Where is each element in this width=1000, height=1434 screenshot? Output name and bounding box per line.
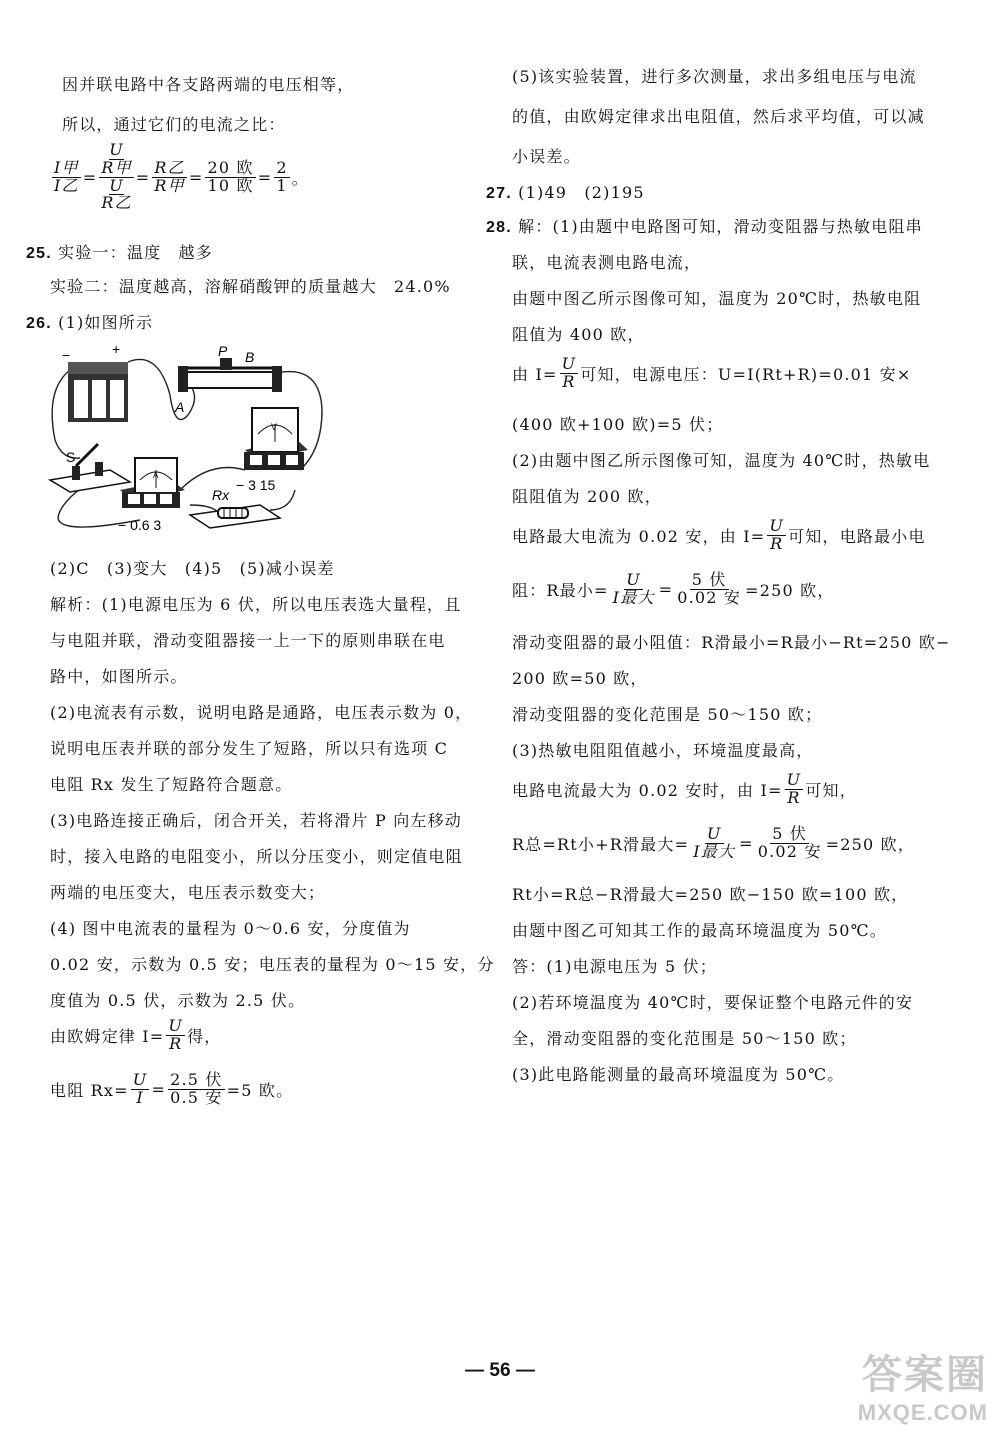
battery-plus-label: + xyxy=(112,341,121,357)
question-26: 26. (1)如图所示 xyxy=(26,313,154,332)
text-line: 的值，由欧姆定律求出电阻值，然后求平均值，可以减 xyxy=(512,107,925,126)
circuit-diagram xyxy=(40,340,340,545)
text-line: 滑动变阻器的最小阻值：R滑最小=R最小−Rt=250 欧− xyxy=(512,633,951,652)
text-line: 度值为 0.5 伏，示数为 2.5 伏。 xyxy=(50,991,306,1010)
text-line: 因并联电路中各支路两端的电压相等， xyxy=(62,75,355,94)
battery-minus-label: − xyxy=(62,347,71,363)
text-line: (2)电流表有示数，说明电路是通路，电压表示数为 0， xyxy=(50,703,473,722)
question-27: 27. (1)49 (2)195 xyxy=(486,183,645,202)
text-line: 联，电流表测电路电流， xyxy=(512,253,702,272)
text-line: 由题中图乙可知其工作的最高环境温度为 50℃。 xyxy=(512,921,887,940)
compound-fraction: U R甲 U R乙 xyxy=(101,140,132,213)
slider-p-label: P xyxy=(218,343,228,359)
text-line: 实验二：温度越高，溶解硝酸钾的质量越大 24.0% xyxy=(50,277,451,296)
fraction-ohm: $\frac{\text{20 欧}}{\text{10 欧}}$ xyxy=(207,157,254,195)
watermark-url: MXQE.COM xyxy=(857,1400,988,1425)
text-line: 所以，通过它们的电流之比： xyxy=(62,115,286,134)
text-line: 时，接入电路的电阻变小，所以分压变小，则定值电阻 xyxy=(50,847,463,866)
text-line: 解析：(1)电源电压为 6 伏，所以电压表选大量程，且 xyxy=(50,595,462,614)
ratio-equation: $\frac{\text{I甲}}{\text{I乙}}$ = U R甲 U R乙 = $\frac{\text{R乙}}{\text{R甲}}$ = $\frac{\text{20 欧}}{\text{10 欧}}$ = $\frac{2}{1}$ 。 xyxy=(54,140,309,213)
question-25: 25. 实验一：温度 越多 xyxy=(26,243,213,262)
battery-icon xyxy=(68,362,128,422)
text-line: (2)若环境温度为 40℃时，要保证整个电路元件的安 xyxy=(512,993,914,1012)
resistor-icon xyxy=(190,505,280,528)
resistance-line: 电阻 Rx= $\frac{U}{I}$ = $\frac{\text{2.5 伏}}{\text{0.5 安}}$ =5 欧。 xyxy=(50,1070,294,1107)
formula-line: 阻：R最小= $\frac{U}{\text{I最大}}$ = $\frac{\text{5 伏}}{\text{0.02 安}}$ =250 欧， xyxy=(512,570,835,607)
formula-line: 电路电流最大为 0.02 安时，由 I= $\frac{U}{R}$ 可知， xyxy=(512,770,857,807)
formula-line: 电路最大电流为 0.02 安，由 I= $\frac{U}{R}$ 可知，电路最小电 xyxy=(512,516,926,553)
ammeter-a-label: A xyxy=(153,471,159,480)
text-line: 滑动变阻器的变化范围是 50～150 欧； xyxy=(512,705,823,724)
question-number: 28. xyxy=(486,219,512,236)
terminal-b-label: B xyxy=(245,349,255,365)
fraction-r: $\frac{\text{R乙}}{\text{R甲}}$ xyxy=(154,157,185,195)
fraction-result: $\frac{2}{1}$ xyxy=(276,157,288,195)
question-number: 27. xyxy=(486,185,512,202)
voltmeter-icon xyxy=(244,408,308,470)
rheostat-icon xyxy=(178,358,282,392)
text-line: 全，滑动变阻器的变化范围是 50～150 欧； xyxy=(512,1029,857,1048)
question-28: 28. 解：(1)由题中电路图可知，滑动变阻器与热敏电阻串 xyxy=(486,217,923,236)
text-line: 由题中图乙所示图像可知，温度为 20℃时，热敏电阻 xyxy=(512,289,922,308)
voltmeter-v-label: V xyxy=(271,422,278,432)
text-line: (4) 图中电流表的量程为 0～0.6 安，分度值为 xyxy=(50,919,411,938)
text-line: 0.02 安，示数为 0.5 安；电压表的量程为 0～15 安，分 xyxy=(50,955,495,974)
text-line: (400 欧+100 欧)=5 伏； xyxy=(512,415,724,434)
text-line: (5)该实验装置，进行多次测量，求出多组电压与电流 xyxy=(512,67,917,86)
text-line: Rt小=R总−R滑最大=250 欧−150 欧=100 欧， xyxy=(512,885,909,904)
formula-line: R总=Rt小+R滑最大= $\frac{U}{\text{I最大}}$ = $\frac{\text{5 伏}}{\text{0.02 安}}$ =250 欧， xyxy=(512,824,916,861)
question-number: 26. xyxy=(26,315,52,332)
terminal-a-label: A xyxy=(175,399,185,415)
text-line: 小误差。 xyxy=(512,147,581,166)
page-number: — 56 — xyxy=(465,1360,535,1381)
ammeter-scale-label: − 0.6 3 xyxy=(118,517,162,533)
text-line: 电阻 Rx 发生了短路符合题意。 xyxy=(50,775,293,794)
text-line: 与电阻并联，滑动变阻器接一上一下的原则串联在电 xyxy=(50,631,446,650)
text-line: 200 欧=50 欧， xyxy=(512,669,648,688)
watermark-logo xyxy=(858,1343,988,1426)
watermark-title: 答案圈 xyxy=(862,1353,988,1397)
text-line: (3)电路连接正确后，闭合开关，若将滑片 P 向左移动 xyxy=(50,811,463,830)
text-line: 说明电压表并联的部分发生了短路，所以只有选项 C xyxy=(50,739,449,758)
formula-line: 由 I= $\frac{U}{R}$ 可知，电源电压：U=I(Rt+R)=0.01 安× xyxy=(512,354,912,391)
text-line: 答：(1)电源电压为 5 伏； xyxy=(512,957,718,976)
switch-s-label: S xyxy=(66,449,76,465)
question-number: 25. xyxy=(26,245,52,262)
text-line: (2)由题中图乙所示图像可知，温度为 40℃时，热敏电 xyxy=(512,451,931,470)
text-line: 路中，如图所示。 xyxy=(50,667,188,686)
resistor-rx-label: Rx xyxy=(212,487,230,503)
ohm-law-line: 由欧姆定律 I= $\frac{U}{R}$ 得， xyxy=(50,1016,222,1053)
text-line: (3)热敏电阻阻值越小，环境温度最高， xyxy=(512,741,814,760)
text-line: 阻值为 400 欧， xyxy=(512,325,645,344)
text-line: (2)C (3)变大 (4)5 (5)减小误差 xyxy=(50,559,335,578)
text-line: (3)此电路能测量的最高环境温度为 50℃。 xyxy=(512,1065,845,1084)
text-line: 两端的电压变大，电压表示数变大； xyxy=(50,883,326,902)
text-line: 阻阻值为 200 欧， xyxy=(512,487,662,506)
fraction-i: $\frac{\text{I甲}}{\text{I乙}}$ xyxy=(54,157,79,195)
ammeter-icon xyxy=(120,458,185,508)
voltmeter-scale-label: − 3 15 xyxy=(236,477,276,493)
